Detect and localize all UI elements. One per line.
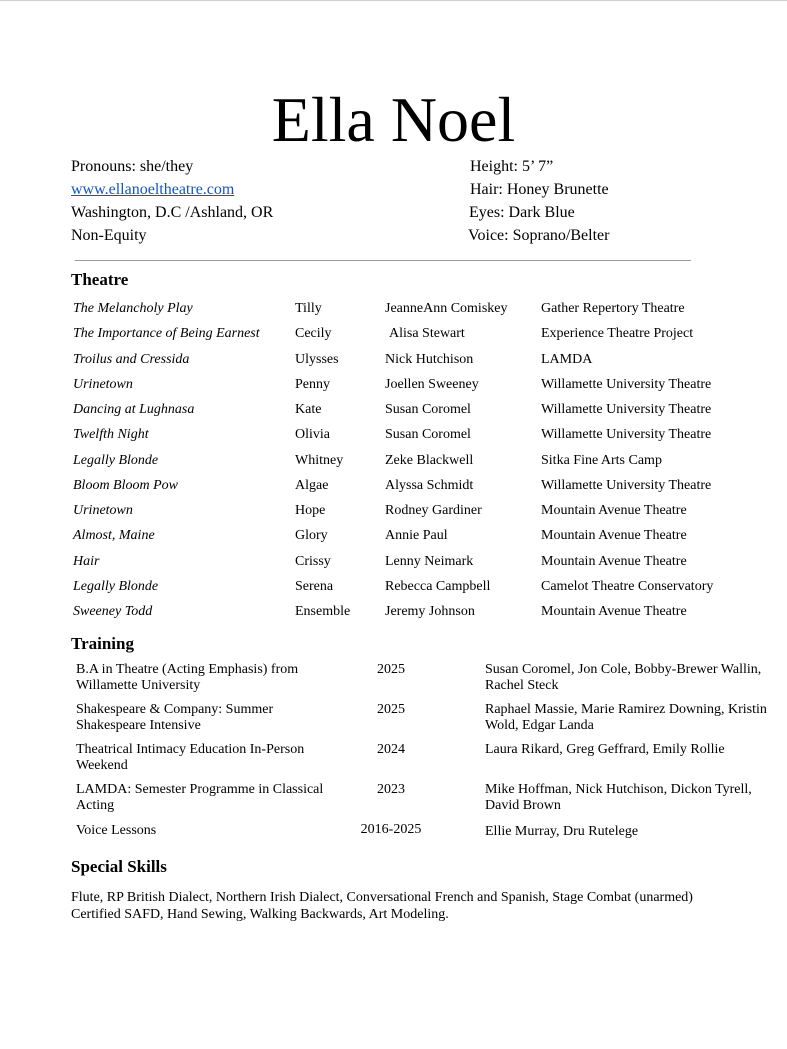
training-instructors: Raphael Massie, Marie Ramirez Downing, Kristin Wold, Edgar Landa (485, 702, 767, 733)
credit-director: Rebecca Campbell (385, 578, 491, 594)
credit-director: Joellen Sweeney (385, 376, 479, 392)
height: Height: 5’ 7” (470, 158, 554, 175)
training-heading: Training (71, 634, 134, 653)
credit-row (0, 601, 787, 623)
credit-company: Gather Repertory Theatre (541, 301, 685, 316)
credit-director: Nick Hutchison (385, 351, 474, 367)
training-year: 2016-2025 (360, 822, 422, 837)
credit-company: LAMDA (541, 351, 593, 367)
credit-director: Lenny Neimark (385, 553, 474, 569)
training-year: 2025 (377, 662, 405, 677)
page-top-border (0, 0, 787, 1)
resume-name: Ella Noel (271, 84, 516, 155)
credit-row (0, 551, 787, 573)
credit-show: The Importance of Being Earnest (73, 326, 260, 342)
pronouns: Pronouns: she/they (71, 158, 194, 175)
training-program: Shakespeare & Company: Summer Shakespeare Intensive (76, 702, 274, 733)
credit-row (0, 525, 787, 547)
credit-role: Tilly (295, 301, 322, 316)
credit-row (0, 576, 787, 598)
contact-info (71, 155, 273, 247)
credit-show: Hair (73, 553, 100, 569)
credit-role: Ulysses (295, 351, 339, 367)
credit-director: Annie Paul (385, 528, 448, 544)
training-year: 2024 (377, 742, 405, 757)
credit-row (0, 298, 787, 320)
credit-row (0, 323, 787, 345)
credit-company: Willamette University Theatre (541, 427, 712, 443)
credit-row (0, 424, 787, 446)
credit-role: Kate (295, 402, 322, 417)
credit-role: Crissy (295, 553, 331, 569)
skills-text: Flute, RP British Dialect, Northern Irish Dialect, Conversational French and Spanish, Stage Combat (unarmed) Certified SAFD, Hand Sewing, Walking Backwards, Art Modeling. (71, 890, 693, 922)
credit-role: Penny (295, 376, 330, 392)
credit-director: Jeremy Johnson (385, 604, 475, 619)
credit-show: Urinetown (73, 376, 133, 392)
training-instructors: Mike Hoffman, Nick Hutchison, Dickon Tyrell, David Brown (485, 782, 752, 813)
training-program: Voice Lessons (76, 823, 157, 838)
credit-company: Willamette University Theatre (541, 402, 712, 417)
credit-company: Camelot Theatre Conservatory (541, 578, 714, 594)
credit-row (0, 500, 787, 522)
credit-company: Experience Theatre Project (541, 326, 694, 342)
credit-director: Alisa Stewart (389, 326, 465, 342)
credit-director: Zeke Blackwell (385, 452, 474, 468)
header-divider (75, 260, 691, 261)
training-instructors: Ellie Murray, Dru Rutelege (485, 824, 639, 839)
credit-show: Bloom Bloom Pow (73, 477, 178, 493)
credit-role: Algae (295, 477, 329, 493)
website-link[interactable]: www.ellanoeltheatre.com (71, 181, 235, 198)
credit-role: Hope (295, 503, 326, 518)
theatre-heading: Theatre (71, 270, 129, 289)
training-instructors: Laura Rikard, Greg Geffrard, Emily Rollie (485, 742, 725, 757)
training-year: 2023 (377, 782, 405, 797)
eyes: Eyes: Dark Blue (469, 204, 575, 221)
credit-show: Twelfth Night (73, 427, 149, 443)
credit-role: Olivia (295, 427, 330, 443)
skills-heading: Special Skills (71, 857, 167, 876)
voice: Voice: Soprano/Belter (468, 227, 610, 244)
credit-row (0, 399, 787, 421)
hair: Hair: Honey Brunette (470, 181, 609, 198)
location: Washington, D.C /Ashland, OR (71, 204, 274, 221)
credit-show: Dancing at Lughnasa (73, 402, 195, 417)
credit-role: Glory (295, 528, 328, 544)
credit-director: Rodney Gardiner (385, 503, 482, 518)
credit-company: Mountain Avenue Theatre (541, 503, 687, 518)
credit-role: Cecily (295, 326, 332, 342)
credit-show: Legally Blonde (73, 452, 159, 468)
credit-show: Urinetown (73, 503, 133, 518)
credit-company: Mountain Avenue Theatre (541, 553, 687, 569)
credit-show: The Melancholy Play (73, 301, 193, 316)
credit-director: Susan Coromel (385, 427, 471, 443)
credit-company: Sitka Fine Arts Camp (541, 452, 662, 468)
credit-show: Legally Blonde (73, 578, 159, 594)
credit-company: Willamette University Theatre (541, 376, 712, 392)
credit-row (0, 349, 787, 371)
credit-show: Almost, Maine (73, 528, 155, 544)
credit-row (0, 374, 787, 396)
credit-company: Mountain Avenue Theatre (541, 528, 687, 544)
credit-company: Mountain Avenue Theatre (541, 604, 687, 619)
credit-row (0, 475, 787, 497)
credit-role: Whitney (295, 452, 344, 468)
credit-show: Troilus and Cressida (73, 351, 190, 367)
credit-director: Susan Coromel (385, 402, 471, 417)
credit-company: Willamette University Theatre (541, 477, 712, 493)
training-program: LAMDA: Semester Programme in Classical Acting (76, 782, 324, 813)
training-year: 2025 (377, 702, 405, 717)
credit-role: Ensemble (295, 604, 351, 619)
credit-show: Sweeney Todd (73, 604, 153, 619)
training-program: B.A in Theatre (Acting Emphasis) from Willamette University (76, 662, 299, 693)
union-status: Non-Equity (71, 227, 147, 244)
training-instructors: Susan Coromel, Jon Cole, Bobby-Brewer Wallin, Rachel Steck (485, 662, 762, 693)
physical-info (470, 155, 609, 247)
credit-director: Alyssa Schmidt (385, 477, 474, 493)
credit-role: Serena (295, 578, 334, 594)
credit-row (0, 450, 787, 472)
credit-director: JeanneAnn Comiskey (385, 301, 508, 316)
training-program: Theatrical Intimacy Education In-Person Weekend (76, 742, 305, 773)
